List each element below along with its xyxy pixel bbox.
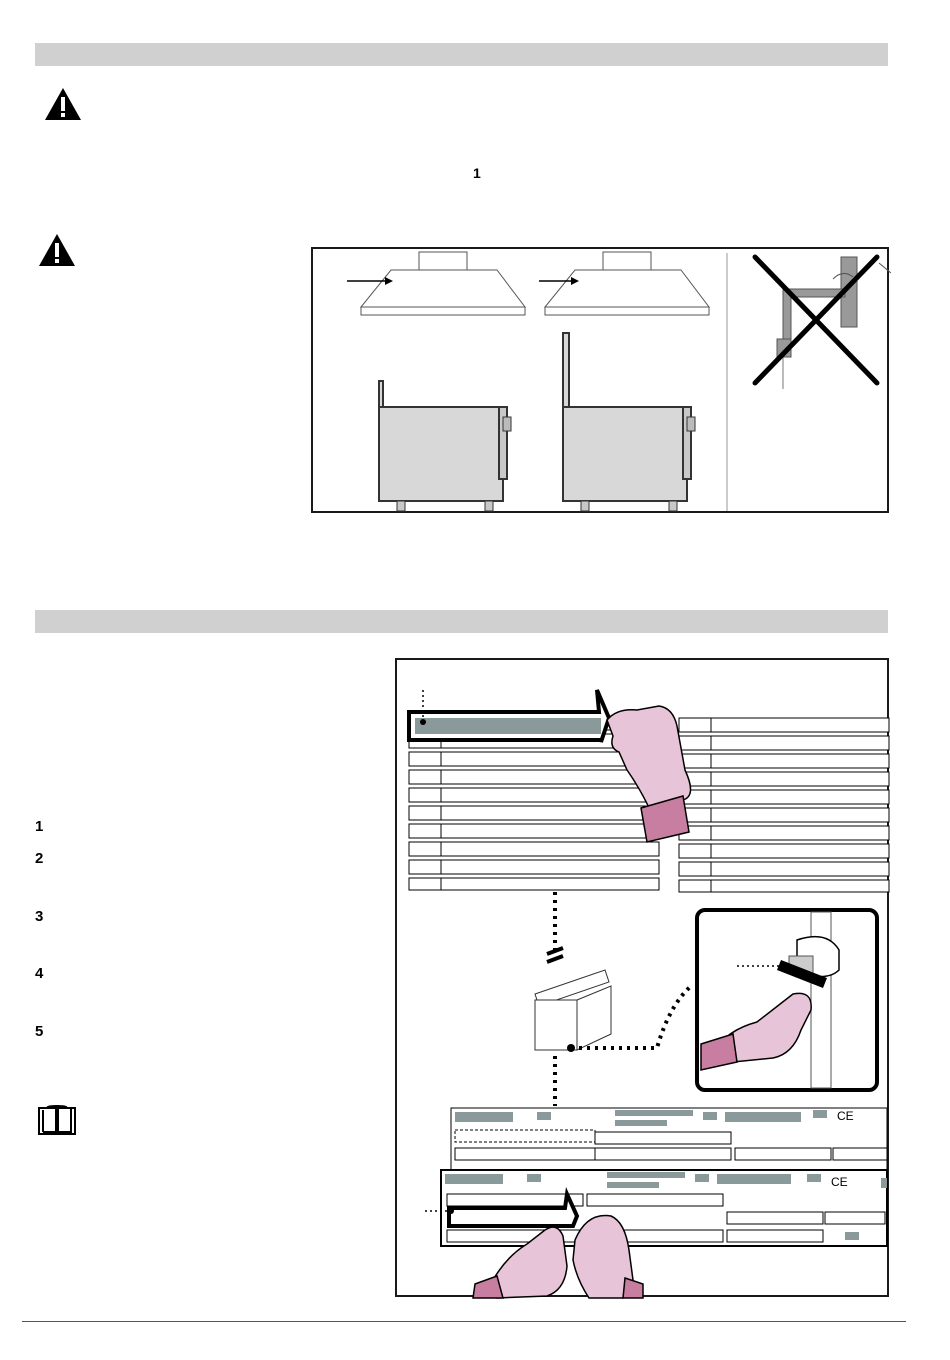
step-number: 5 (35, 1023, 44, 1040)
manual-book-icon (37, 1104, 77, 1143)
warning-triangle-icon (43, 86, 83, 127)
data-plate-figure (395, 658, 889, 1297)
warning-triangle-icon (37, 232, 77, 273)
section-header-bar (35, 43, 888, 66)
fryer-appliance (563, 333, 695, 511)
step-number: 2 (35, 850, 44, 867)
direct-flue-connection (777, 257, 891, 389)
extraction-hood (545, 252, 709, 315)
gas-label-sticker (409, 690, 609, 742)
figure-reference: 1 (473, 165, 481, 181)
fryer-appliance (379, 381, 511, 511)
arrow-icon (539, 277, 579, 285)
step-number: 1 (35, 818, 44, 835)
footer-rule (22, 1321, 906, 1322)
ce-mark-icon: CE (837, 1109, 854, 1123)
gas-valve-detail (697, 910, 877, 1090)
break-marks (547, 948, 563, 962)
arrow-icon (347, 277, 393, 285)
fryer-appliance (535, 970, 611, 1050)
data-plate (451, 1108, 887, 1170)
ce-mark-icon: CE (831, 1175, 848, 1189)
prohibited-cross-icon (755, 257, 877, 383)
section-header-bar (35, 610, 888, 633)
step-number: 4 (35, 965, 44, 982)
hood-installation-figure (311, 247, 889, 513)
step-number: 3 (35, 908, 44, 925)
